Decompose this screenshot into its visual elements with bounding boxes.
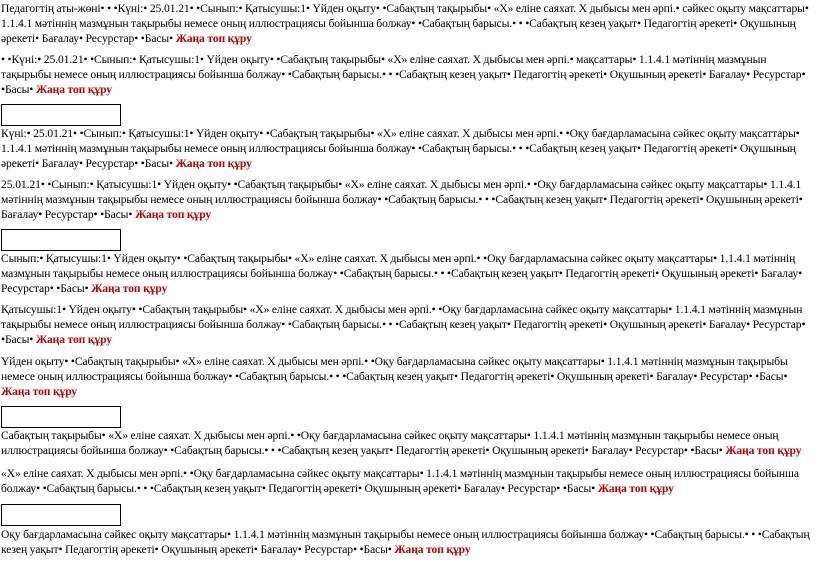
paragraph-highlight: Жаңа топ құру: [35, 332, 113, 346]
lesson-paragraph-5: [1, 252, 813, 296]
empty-frame: [1, 504, 121, 526]
paragraph-highlight: Жаңа топ құру: [91, 281, 168, 295]
paragraph-highlight: Жаңа топ құру: [1, 384, 78, 398]
empty-frame: [1, 104, 121, 126]
lesson-paragraph-1: [1, 2, 813, 46]
lesson-paragraph-8: [1, 429, 813, 459]
paragraph-highlight: Жаңа топ құру: [134, 207, 212, 221]
paragraph-text: Қатысушы:1• Үйден оқыту• •Сабақтың тақырыбы• «Х» еліне саяхат. Х дыбысы мен әрпі.• •Оқу бағдарламасына сәйкес оқыту мақсаттары• 1.1.4.1 мәтіннің мазмұнын тақырыбы немесе оның иллюстрациясы бойынша болжау• •Сабақтың барысы.• • •Сабақтың кезең уақыт• Педагогтің әрекеті• Оқушының әрекеті• Бағалау• Ресурстар• •Басы•: [1, 303, 806, 346]
paragraph-text: • •Күні:• 25.01.21• •Сынып:• Қатысушы:1• Үйден оқыту• •Сабақтың тақырыбы• «Х» еліне саяхат. Х дыбысы мен әрпі.• мақсаттары• 1.1.4.1 мәтіннің мазмұнын тақырыбы немесе оның иллюстрациясы бойынша болжау• •Сабақтың барысы.• • •Сабақтың кезең уақыт• Педагогтің әрекеті• Оқушының әрекеті• Бағалау• Ресурстар• •Басы•: [1, 53, 806, 96]
lesson-paragraph-3: [1, 127, 813, 171]
paragraph-text: Сабақтың тақырыбы• «Х» еліне саяхат. Х дыбысы мен әрпі.• •Оқу бағдарламасына сәйкес оқыту мақсаттары• 1.1.4.1 мәтіннің мазмұнын тақырыбы немесе оның иллюстрациясы бойынша болжау• •Сабақтың барысы.• • •Сабақтың кезең уақыт• Педагогтің әрекеті• Оқушының әрекеті• Бағалау• Ресурстар• •Басы•: [1, 429, 779, 457]
paragraph-text: Күні:• 25.01.21• •Сынып:• Қатысушы:1• Үйден оқыту• •Сабақтың тақырыбы• «Х» еліне саяхат. Х дыбысы мен әрпі.• •Оқу бағдарламасына сәйкес оқыту мақсаттары• 1.1.4.1 мәтіннің мазмұнын тақырыбы немесе оның иллюстрациясы бойынша болжау• •Сабақтың барысы.• • •Сабақтың кезең уақыт• Педагогтің әрекеті• Оқушының әрекеті• Бағалау• Ресурстар• •Басы•: [1, 127, 800, 170]
paragraph-highlight: Жаңа топ құру: [725, 443, 802, 457]
paragraph-highlight: Жаңа топ құру: [175, 31, 252, 45]
lesson-paragraph-6: [1, 303, 813, 347]
paragraph-text: Үйден оқыту• •Сабақтың тақырыбы• «Х» еліне саяхат. Х дыбысы мен әрпі.• •Оқу бағдарламасына сәйкес оқыту мақсаттары• 1.1.4.1 мәтіннің мазмұнын тақырыбы немесе оның иллюстрациясы бойынша болжау• •Сабақтың барысы.• • •Сабақтың кезең уақыт• Педагогтің әрекеті• Оқушының әрекеті• Бағалау• Ресурстар• •Басы•: [1, 355, 788, 383]
paragraph-highlight: Жаңа топ құру: [35, 82, 113, 96]
paragraph-highlight: Жаңа топ құру: [597, 481, 674, 495]
paragraph-text: «Х» еліне саяхат. Х дыбысы мен әрпі.• •Оқу бағдарламасына сәйкес оқыту мақсаттары• 1.1.4.1 мәтіннің мазмұнын тақырыбы немесе оның иллюстрациясы бойынша болжау• •Сабақтың барысы.• • •Сабақтың кезең уақыт• Педагогтің әрекеті• Оқушының әрекеті• Бағалау• Ресурстар• •Басы•: [1, 467, 799, 495]
paragraph-text: Оқу бағдарламасына сәйкес оқыту мақсаттары• 1.1.4.1 мәтіннің мазмұнын тақырыбы немесе оның иллюстрациясы бойынша болжау• •Сабақтың барысы.• • •Сабақтың кезең уақыт• Педагогтің әрекеті• Оқушының әрекеті• Бағалау• Ресурстар• •Басы•: [1, 528, 810, 556]
lesson-paragraph-7: [1, 355, 813, 399]
paragraph-highlight: Жаңа топ құру: [175, 156, 252, 170]
paragraph-text: Педагогтің аты-жөні• • •Күні:• 25.01.21• •Сынып:• Қатысушы:1• Үйден оқыту• •Сабақтың тақырыбы• «Х» еліне саяхат. Х дыбысы мен әрпі.• сәйкес оқыту мақсаттары• 1.1.4.1 мәтіннің мазмұнын тақырыбы немесе оның иллюстрациясы бойынша болжау• •Сабақтың барысы.• • •Сабақтың кезең уақыт• Педагогтің әрекеті• Оқушының әрекеті• Бағалау• Ресурстар• •Басы•: [1, 2, 809, 45]
lesson-paragraph-4: [1, 178, 813, 222]
empty-frame: [1, 229, 121, 251]
paragraph-highlight: Жаңа топ құру: [394, 542, 471, 556]
paragraph-text: 25.01.21• •Сынып:• Қатысушы:1• Үйден оқыту• •Сабақтың тақырыбы• «Х» еліне саяхат. Х дыбысы мен әрпі.• •Оқу бағдарламасына сәйкес оқыту мақсаттары• 1.1.4.1 мәтіннің мазмұнын тақырыбы немесе оның иллюстрациясы бойынша болжау• •Сабақтың барысы.• • •Сабақтың кезең уақыт• Педагогтің әрекеті• Оқушының әрекеті• Бағалау• Ресурстар• •Басы•: [1, 178, 803, 221]
paragraph-text: Сынып:• Қатысушы:1• Үйден оқыту• •Сабақтың тақырыбы• «Х» еліне саяхат. Х дыбысы мен әрпі.• •Оқу бағдарламасына сәйкес оқыту мақсаттары• 1.1.4.1 мәтіннің мазмұнын тақырыбы немесе оның иллюстрациясы бойынша болжау• •Сабақтың барысы.• • •Сабақтың кезең уақыт• Педагогтің әрекеті• Оқушының әрекеті• Бағалау• Ресурстар• •Басы•: [1, 252, 803, 295]
lesson-paragraph-2: [1, 53, 813, 97]
empty-frame: [1, 406, 121, 428]
lesson-paragraph-9: [1, 467, 813, 497]
lesson-paragraph-10: [1, 528, 813, 558]
